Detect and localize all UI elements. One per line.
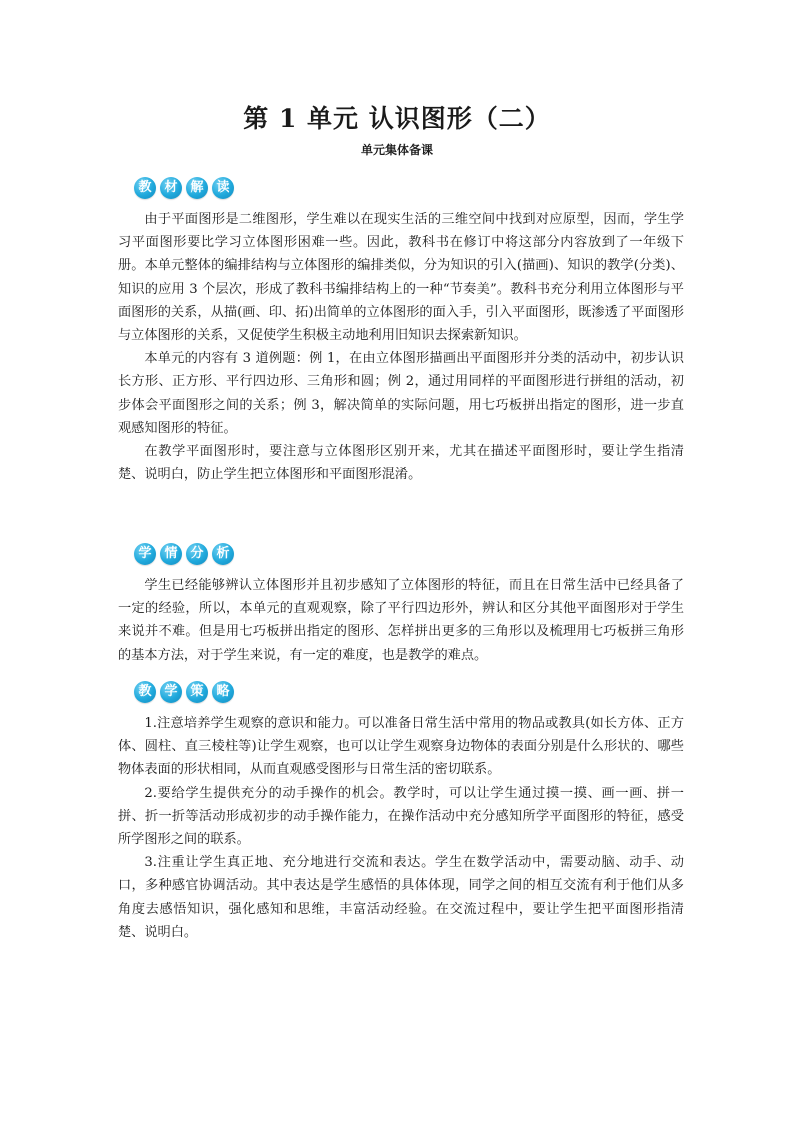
paragraph: 学生已经能够辨认立体图形并且初步感知了立体图形的特征，而且在日常生活中已经具备了一定的经验，所以，本单元的直观观察，除了平行四边形外，辨认和区分其他平面图形对于学生来说并不难。但是用七巧板拼出指定的图形、怎样拼出更多的三角形以及梳理用七巧板拼三角形的基本方法，对于学生来说，有一定的难度，也是教学的难点。 [118, 578, 684, 663]
heading-char: 略 [212, 681, 234, 703]
heading-char: 教 [134, 177, 156, 199]
section-teaching-strategy [118, 678, 684, 944]
paragraph: 3.注重让学生真正地、充分地进行交流和表达。学生在数学活动中，需要动脑、动手、动口，多种感官协调活动。其中表达是学生感悟的具体体现，同学之间的相互交流有利于他们从多角度去感悟知识，强化感知和思维，丰富活动经验。在交流过程中，要让学生把平面图形指清楚、说明白。 [118, 855, 684, 940]
heading-char: 情 [160, 543, 182, 565]
section-heading-badge [134, 678, 684, 706]
paragraph: 2.要给学生提供充分的动手操作的机会。教学时，可以让学生通过摸一摸、画一画、拼一拼、折一折等活动形成初步的动手操作能力，在操作活动中充分感知所学平面图形的特征，感受所学图形之间的联系。 [118, 785, 684, 848]
paragraph: 由于平面图形是二维图形，学生难以在现实生活的三维空间中找到对应原型，因而，学生学习平面图形要比学习立体图形困难一些。因此，教科书在修订中将这部分内容放到了一年级下册。本单元整体的编排结构与立体图形的编排类似，分为知识的引入(描画)、知识的教学(分类)、知识的应用 3 个层次，形成了教科书编排结构上的一种“节奏美”。教科书充分利用立体图形与平面图形的关系，从描(画、印、拓)出简单的立体图形的面入手，引入平面图形，既渗透了平面图形与立体图形的关系，又促使学生积极主动地利用旧知识去探索新知识。 [118, 212, 684, 344]
page-title: 第 1 单元 认识图形（二） [243, 104, 551, 133]
heading-char: 材 [160, 177, 182, 199]
paragraph: 本单元的内容有 3 道例题：例 1，在由立体图形描画出平面图形并分类的活动中，初步认识长方形、正方形、平行四边形、三角形和圆；例 2，通过用同样的平面图形进行拼组的活动，初步体会平面图形之间的关系；例 3，解决简单的实际问题，用七巧板拼出指定的图形，进一步直观感知图形的特征。 [118, 351, 684, 436]
heading-char: 解 [186, 177, 208, 199]
paragraph: 在教学平面图形时，要注意与立体图形区别开来，尤其在描述平面图形时，要让学生指清楚、说明白，防止学生把立体图形和平面图形混淆。 [118, 444, 684, 483]
page-subtitle: 单元集体备课 [360, 143, 433, 157]
heading-char: 分 [186, 543, 208, 565]
heading-char: 学 [160, 681, 182, 703]
heading-char: 策 [186, 681, 208, 703]
heading-char: 析 [212, 543, 234, 565]
paragraph: 1.注意培养学生观察的意识和能力。可以准备日常生活中常用的物品或教具(如长方体、正方体、圆柱、直三棱柱等)让学生观察，也可以让学生观察身边物体的表面分别是什么形状的、哪些物体表面的形状相同，从而直观感受图形与日常生活的密切联系。 [118, 716, 684, 778]
heading-char: 学 [134, 543, 156, 565]
heading-char: 教 [134, 681, 156, 703]
section-textbook-interpretation [118, 174, 684, 486]
section-heading-badge [134, 540, 684, 568]
heading-char: 读 [212, 177, 234, 199]
section-heading-badge [134, 174, 684, 202]
section-student-analysis [118, 540, 684, 667]
